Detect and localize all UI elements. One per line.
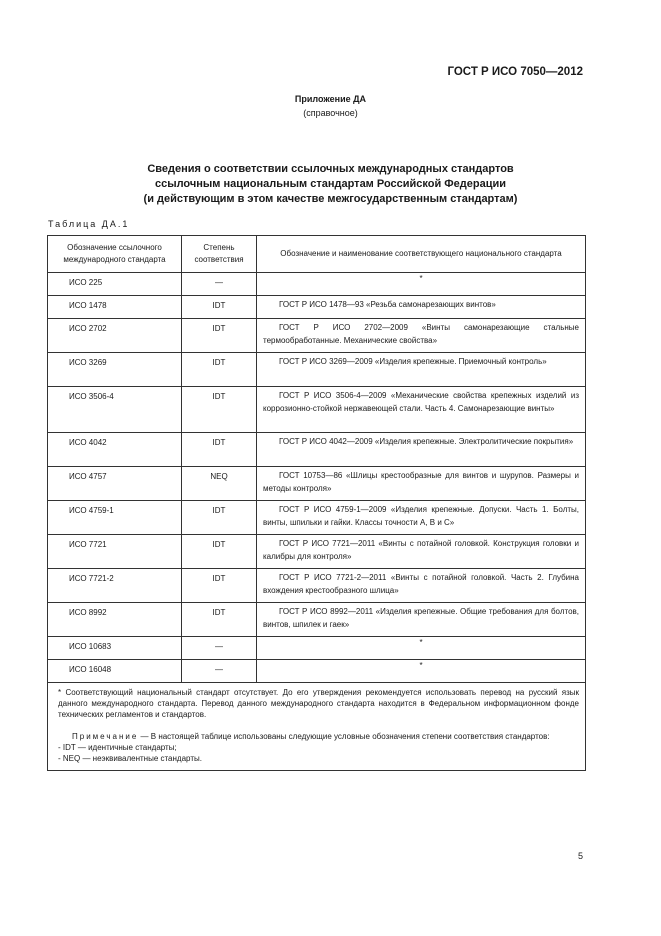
table-row bbox=[48, 273, 586, 296]
ref-cell: ИСО 4759-1 bbox=[48, 501, 182, 535]
ref-cell: ИСО 16048 bbox=[48, 660, 182, 683]
table-row bbox=[48, 535, 586, 569]
degree-cell: IDT bbox=[182, 433, 257, 467]
table-caption: Таблица ДА.1 bbox=[48, 219, 130, 229]
ref-cell: ИСО 7721 bbox=[48, 535, 182, 569]
national-cell: * bbox=[257, 637, 586, 660]
section-title-line-2: ссылочным национальным стандартам Российской Федерации bbox=[154, 178, 507, 190]
section-title-line-1: Сведения о соответствии ссылочных международных стандартов bbox=[147, 163, 514, 175]
table-row bbox=[48, 637, 586, 660]
national-cell: ГОСТ Р ИСО 4759-1—2009 «Изделия крепежные. Допуски. Часть 1. Болты, винты, шпильки и гайки. Классы точности А, В и С» bbox=[257, 501, 586, 535]
appendix-kind: (справочное) bbox=[303, 108, 358, 118]
ref-cell: ИСО 1478 bbox=[48, 296, 182, 319]
header-national-standard: Обозначение и наименование соответствующего национального стандарта bbox=[257, 236, 586, 273]
table-row bbox=[48, 501, 586, 535]
national-cell: * bbox=[257, 273, 586, 296]
table-row bbox=[48, 603, 586, 637]
ref-cell: ИСО 4042 bbox=[48, 433, 182, 467]
header-degree: Степень соответствия bbox=[182, 236, 257, 273]
note-item: - IDT — идентичные стандарты; bbox=[58, 743, 177, 752]
footnote: * Соответствующий национальный стандарт отсутствует. До его утверждения рекомендуется использовать перевод на русский язык данного международного стандарта. Перевод данного международного стандарта находится в Федеральном информационном фонде технических регламентов и стандартов. bbox=[58, 688, 579, 719]
appendix-name: Приложение ДА bbox=[294, 94, 367, 104]
table-row bbox=[48, 319, 586, 353]
national-cell: ГОСТ Р ИСО 3506-4—2009 «Механические свойства крепежных изделий из коррозионно-стойкой нержавеющей стали. Часть 4. Самонарезающие винты» bbox=[257, 387, 586, 433]
table-footer bbox=[48, 683, 586, 771]
table-row bbox=[48, 433, 586, 467]
table-row bbox=[48, 467, 586, 501]
degree-cell: IDT bbox=[182, 501, 257, 535]
national-cell: ГОСТ Р ИСО 7721—2011 «Винты с потайной головкой. Конструкция головки и калибры для контроля» bbox=[257, 535, 586, 569]
ref-cell: ИСО 7721-2 bbox=[48, 569, 182, 603]
section-title-line-3: (и действующим в этом качестве межгосударственным стандартам) bbox=[143, 193, 518, 205]
degree-cell: — bbox=[182, 660, 257, 683]
ref-cell: ИСО 8992 bbox=[48, 603, 182, 637]
national-cell: ГОСТ Р ИСО 2702—2009 «Винты самонарезающие стальные термообработанные. Механические свойства» bbox=[257, 319, 586, 353]
degree-cell: NEQ bbox=[182, 467, 257, 501]
national-cell: ГОСТ Р ИСО 8992—2011 «Изделия крепежные. Общие требования для болтов, винтов, шпилек и гаек» bbox=[257, 603, 586, 637]
table-footer-row bbox=[48, 683, 586, 771]
table-row bbox=[48, 296, 586, 319]
page-number: 5 bbox=[577, 851, 583, 861]
national-cell: * bbox=[257, 660, 586, 683]
note bbox=[58, 731, 579, 742]
national-cell: ГОСТ Р ИСО 7721-2—2011 «Винты с потайной головкой. Часть 2. Глубина вхождения крестообразного шлица» bbox=[257, 569, 586, 603]
degree-cell: IDT bbox=[182, 603, 257, 637]
document-code: ГОСТ Р ИСО 7050—2012 bbox=[447, 66, 583, 78]
note-text: — В настоящей таблице использованы следующие условные обозначения степени соответствия стандартов: bbox=[138, 732, 550, 741]
table-header-row bbox=[48, 236, 586, 273]
ref-cell: ИСО 3269 bbox=[48, 353, 182, 387]
ref-cell: ИСО 225 bbox=[48, 273, 182, 296]
degree-cell: IDT bbox=[182, 387, 257, 433]
ref-cell: ИСО 3506-4 bbox=[48, 387, 182, 433]
national-cell: ГОСТ 10753—86 «Шлицы крестообразные для винтов и шурупов. Размеры и методы контроля» bbox=[257, 467, 586, 501]
national-cell: ГОСТ Р ИСО 4042—2009 «Изделия крепежные. Электролитические покрытия» bbox=[257, 433, 586, 467]
degree-cell: — bbox=[182, 273, 257, 296]
note-heading: Примечание bbox=[72, 732, 139, 741]
degree-cell: — bbox=[182, 637, 257, 660]
correspondence-table bbox=[47, 235, 586, 771]
note-item: - NEQ — неэквивалентные стандарты. bbox=[58, 754, 202, 763]
degree-cell: IDT bbox=[182, 569, 257, 603]
ref-cell: ИСО 2702 bbox=[48, 319, 182, 353]
table-row bbox=[48, 387, 586, 433]
national-cell: ГОСТ Р ИСО 3269—2009 «Изделия крепежные. Приемочный контроль» bbox=[257, 353, 586, 387]
degree-cell: IDT bbox=[182, 319, 257, 353]
table-row bbox=[48, 353, 586, 387]
ref-cell: ИСО 10683 bbox=[48, 637, 182, 660]
degree-cell: IDT bbox=[182, 535, 257, 569]
ref-cell: ИСО 4757 bbox=[48, 467, 182, 501]
table-row bbox=[48, 660, 586, 683]
degree-cell: IDT bbox=[182, 296, 257, 319]
degree-cell: IDT bbox=[182, 353, 257, 387]
table-row bbox=[48, 569, 586, 603]
header-international-standard: Обозначение ссылочного международного стандарта bbox=[48, 236, 182, 273]
national-cell: ГОСТ Р ИСО 1478—93 «Резьба самонарезающих винтов» bbox=[257, 296, 586, 319]
